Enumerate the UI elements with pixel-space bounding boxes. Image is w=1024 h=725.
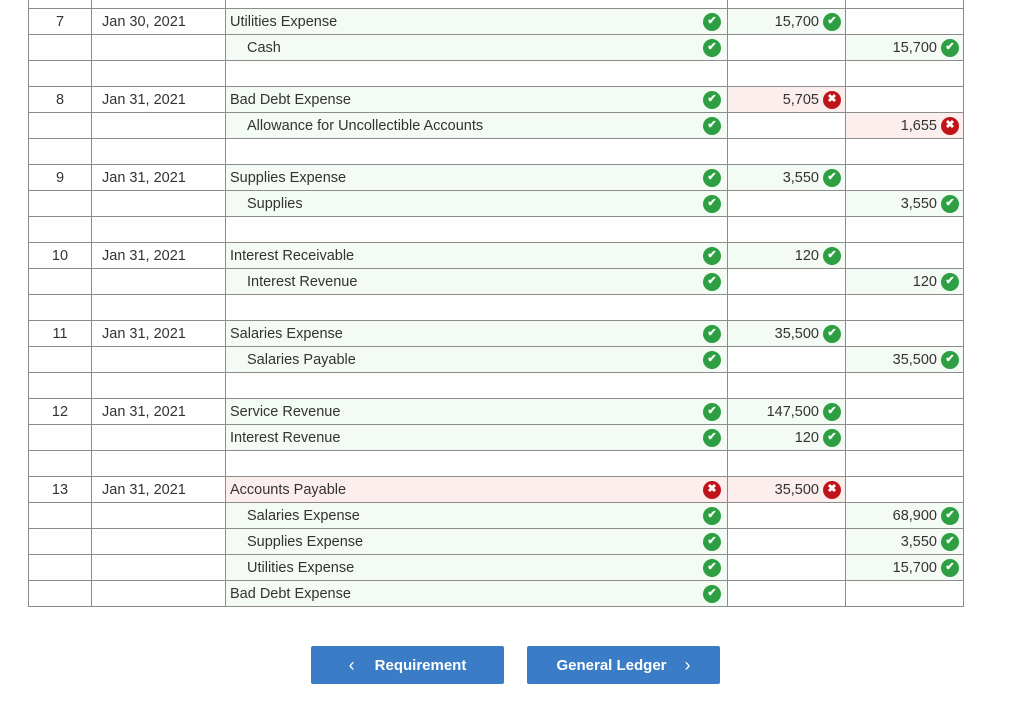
entry-number-cell — [29, 451, 92, 477]
entry-number: 9 — [55, 169, 65, 186]
check-circle-icon: ✔ — [703, 13, 721, 31]
check-circle-icon: ✔ — [703, 325, 721, 343]
entry-number-cell — [29, 269, 92, 295]
debit-cell[interactable] — [728, 581, 846, 607]
journal-line-row — [29, 87, 964, 113]
journal-line-row — [29, 503, 964, 529]
date-cell[interactable] — [92, 477, 226, 503]
date-cell[interactable] — [92, 503, 226, 529]
check-circle-icon: ✔ — [703, 273, 721, 291]
date-cell[interactable] — [92, 35, 226, 61]
debit-amount: 120 — [794, 429, 819, 446]
debit-cell[interactable] — [728, 217, 846, 243]
credit-amount: 35,500 — [892, 351, 937, 368]
blank-row — [29, 295, 964, 321]
check-circle-icon: ✔ — [703, 403, 721, 421]
debit-cell[interactable] — [728, 555, 846, 581]
blank-row — [29, 61, 964, 87]
debit-amount: 120 — [794, 247, 819, 264]
account-name: Bad Debt Expense — [230, 585, 351, 602]
debit-cell[interactable] — [728, 399, 846, 425]
account-name: Cash — [247, 39, 281, 56]
credit-cell[interactable] — [846, 243, 964, 269]
account-name: Service Revenue — [230, 403, 341, 420]
account-cell[interactable] — [226, 451, 728, 477]
entry-number-cell — [29, 61, 92, 87]
account-name: Utilities Expense — [247, 559, 355, 576]
credit-cell[interactable] — [846, 61, 964, 87]
account-cell[interactable] — [226, 581, 728, 607]
date-cell[interactable] — [92, 373, 226, 399]
check-circle-icon: ✔ — [703, 507, 721, 525]
date-cell[interactable] — [92, 269, 226, 295]
entry-number: 12 — [51, 403, 69, 420]
date-cell[interactable] — [92, 243, 226, 269]
entry-number: 8 — [55, 91, 65, 108]
entry-number-cell — [29, 555, 92, 581]
credit-cell[interactable] — [846, 321, 964, 347]
account-cell[interactable] — [226, 243, 728, 269]
debit-cell[interactable] — [728, 113, 846, 139]
journal-line-row — [29, 191, 964, 217]
account-cell[interactable] — [226, 555, 728, 581]
check-circle-icon: ✔ — [941, 39, 959, 57]
entry-number-cell — [29, 35, 92, 61]
check-circle-icon: ✔ — [703, 585, 721, 603]
entry-number-cell — [29, 425, 92, 451]
credit-cell[interactable] — [846, 555, 964, 581]
entry-number-cell — [29, 347, 92, 373]
chevron-left-icon: ‹ — [348, 654, 355, 675]
general-ledger-button-label: General Ledger — [556, 656, 667, 674]
entry-number: 13 — [51, 481, 69, 498]
journal-line-row — [29, 399, 964, 425]
general-ledger-button[interactable] — [527, 646, 720, 684]
date-cell[interactable] — [92, 425, 226, 451]
journal-line-row — [29, 269, 964, 295]
check-circle-icon: ✔ — [703, 39, 721, 57]
account-cell[interactable] — [226, 165, 728, 191]
credit-cell[interactable] — [846, 399, 964, 425]
check-circle-icon: ✔ — [823, 247, 841, 265]
blank-row — [29, 0, 964, 9]
entry-number-cell — [29, 139, 92, 165]
entry-number-cell — [29, 165, 92, 191]
entry-number-cell — [29, 477, 92, 503]
journal-line-row — [29, 477, 964, 503]
account-name: Supplies — [247, 195, 303, 212]
account-name: Allowance for Uncollectible Accounts — [247, 117, 484, 134]
debit-cell[interactable] — [728, 87, 846, 113]
account-cell[interactable] — [226, 35, 728, 61]
account-cell[interactable] — [226, 477, 728, 503]
entry-number: 7 — [55, 13, 65, 30]
account-cell[interactable] — [226, 87, 728, 113]
entry-number-cell — [29, 529, 92, 555]
entry-number-cell — [29, 191, 92, 217]
credit-cell[interactable] — [846, 425, 964, 451]
entry-number: 10 — [51, 247, 69, 264]
debit-cell[interactable] — [728, 9, 846, 35]
credit-cell[interactable] — [846, 87, 964, 113]
entry-number-cell — [29, 113, 92, 139]
account-name: Utilities Expense — [230, 13, 338, 30]
credit-cell[interactable] — [846, 9, 964, 35]
blank-row — [29, 373, 964, 399]
entry-number-cell — [29, 399, 92, 425]
credit-amount: 15,700 — [892, 559, 937, 576]
journal-line-row — [29, 529, 964, 555]
check-circle-icon: ✔ — [823, 169, 841, 187]
credit-cell[interactable] — [846, 165, 964, 191]
date-cell[interactable] — [92, 321, 226, 347]
debit-amount: 35,500 — [774, 325, 819, 342]
credit-amount: 3,550 — [900, 195, 937, 212]
debit-cell[interactable] — [728, 529, 846, 555]
account-name: Salaries Expense — [230, 325, 343, 342]
account-name: Salaries Expense — [247, 507, 360, 524]
date-cell[interactable] — [92, 113, 226, 139]
date-cell[interactable] — [92, 139, 226, 165]
account-cell[interactable] — [226, 9, 728, 35]
credit-cell[interactable] — [846, 477, 964, 503]
credit-cell[interactable] — [846, 217, 964, 243]
check-circle-icon: ✔ — [823, 403, 841, 421]
requirement-button-label: Requirement — [374, 656, 467, 674]
debit-cell[interactable] — [728, 191, 846, 217]
debit-cell[interactable] — [728, 269, 846, 295]
check-circle-icon: ✔ — [703, 533, 721, 551]
debit-amount: 15,700 — [774, 13, 819, 30]
check-circle-icon: ✔ — [941, 533, 959, 551]
date-cell[interactable] — [92, 61, 226, 87]
account-cell[interactable] — [226, 61, 728, 87]
credit-cell[interactable] — [846, 581, 964, 607]
date-cell[interactable] — [92, 529, 226, 555]
credit-cell[interactable] — [846, 451, 964, 477]
account-cell[interactable] — [226, 191, 728, 217]
credit-cell[interactable] — [846, 269, 964, 295]
entry-number-cell — [29, 581, 92, 607]
account-name: Bad Debt Expense — [230, 91, 351, 108]
check-circle-icon: ✔ — [941, 273, 959, 291]
credit-cell[interactable] — [846, 503, 964, 529]
entry-date: Jan 31, 2021 — [102, 325, 186, 342]
account-name: Interest Revenue — [230, 429, 341, 446]
entry-date: Jan 30, 2021 — [102, 13, 186, 30]
account-cell[interactable] — [226, 399, 728, 425]
blank-row — [29, 451, 964, 477]
journal-line-row — [29, 347, 964, 373]
credit-cell[interactable] — [846, 295, 964, 321]
x-circle-icon: ✖ — [941, 117, 959, 135]
x-circle-icon: ✖ — [823, 481, 841, 499]
entry-number-cell — [29, 295, 92, 321]
debit-cell[interactable] — [728, 243, 846, 269]
credit-amount: 1,655 — [900, 117, 937, 134]
credit-cell[interactable] — [846, 373, 964, 399]
entry-number: 11 — [52, 325, 68, 342]
debit-cell[interactable] — [728, 503, 846, 529]
journal-line-row — [29, 113, 964, 139]
debit-cell[interactable] — [728, 425, 846, 451]
chevron-right-icon: › — [684, 654, 691, 675]
journal-line-row — [29, 425, 964, 451]
account-cell[interactable] — [226, 425, 728, 451]
check-circle-icon: ✔ — [703, 117, 721, 135]
debit-amount: 147,500 — [766, 403, 819, 420]
blank-row — [29, 139, 964, 165]
debit-cell[interactable] — [728, 321, 846, 347]
journal-line-row — [29, 555, 964, 581]
account-cell[interactable] — [226, 139, 728, 165]
account-cell[interactable] — [226, 269, 728, 295]
account-name: Supplies Expense — [230, 169, 347, 186]
entry-date: Jan 31, 2021 — [102, 481, 186, 498]
credit-amount: 68,900 — [892, 507, 937, 524]
debit-cell[interactable] — [728, 451, 846, 477]
entry-number-cell — [29, 321, 92, 347]
credit-cell[interactable] — [846, 113, 964, 139]
account-cell[interactable] — [226, 347, 728, 373]
credit-amount: 3,550 — [900, 533, 937, 550]
date-cell[interactable] — [92, 451, 226, 477]
date-cell[interactable] — [92, 165, 226, 191]
debit-cell[interactable] — [728, 347, 846, 373]
credit-amount: 120 — [912, 273, 937, 290]
check-circle-icon: ✔ — [703, 247, 721, 265]
credit-cell[interactable] — [846, 0, 964, 9]
account-name: Accounts Payable — [230, 481, 347, 498]
account-cell[interactable] — [226, 113, 728, 139]
debit-amount: 35,500 — [774, 481, 819, 498]
credit-cell[interactable] — [846, 191, 964, 217]
journal-line-row — [29, 581, 964, 607]
journal-entries-table — [28, 0, 964, 607]
check-circle-icon: ✔ — [703, 559, 721, 577]
date-cell[interactable] — [92, 347, 226, 373]
account-name: Salaries Payable — [247, 351, 356, 368]
journal-line-row — [29, 165, 964, 191]
debit-cell[interactable] — [728, 0, 846, 9]
debit-cell[interactable] — [728, 477, 846, 503]
date-cell[interactable] — [92, 217, 226, 243]
requirement-button[interactable] — [311, 646, 504, 684]
debit-amount: 5,705 — [782, 91, 819, 108]
check-circle-icon: ✔ — [703, 195, 721, 213]
entry-number-cell — [29, 87, 92, 113]
account-name: Interest Receivable — [230, 247, 355, 264]
account-cell[interactable] — [226, 0, 728, 9]
date-cell[interactable] — [92, 0, 226, 9]
credit-cell[interactable] — [846, 529, 964, 555]
account-cell[interactable] — [226, 217, 728, 243]
entry-number-cell — [29, 0, 92, 9]
account-name: Supplies Expense — [247, 533, 364, 550]
debit-cell[interactable] — [728, 165, 846, 191]
debit-cell[interactable] — [728, 139, 846, 165]
entry-number-cell — [29, 9, 92, 35]
date-cell[interactable] — [92, 191, 226, 217]
date-cell[interactable] — [92, 9, 226, 35]
x-circle-icon: ✖ — [703, 481, 721, 499]
check-circle-icon: ✔ — [703, 351, 721, 369]
check-circle-icon: ✔ — [941, 559, 959, 577]
date-cell[interactable] — [92, 399, 226, 425]
journal-line-row — [29, 321, 964, 347]
entry-number-cell — [29, 243, 92, 269]
account-cell[interactable] — [226, 373, 728, 399]
account-cell[interactable] — [226, 321, 728, 347]
date-cell[interactable] — [92, 581, 226, 607]
journal-line-row — [29, 35, 964, 61]
entry-date: Jan 31, 2021 — [102, 403, 186, 420]
credit-amount: 15,700 — [892, 39, 937, 56]
entry-date: Jan 31, 2021 — [102, 247, 186, 264]
date-cell[interactable] — [92, 555, 226, 581]
check-circle-icon: ✔ — [941, 195, 959, 213]
check-circle-icon: ✔ — [703, 91, 721, 109]
check-circle-icon: ✔ — [823, 429, 841, 447]
entry-number-cell — [29, 503, 92, 529]
entry-number-cell — [29, 373, 92, 399]
credit-cell[interactable] — [846, 35, 964, 61]
debit-cell[interactable] — [728, 61, 846, 87]
check-circle-icon: ✔ — [703, 169, 721, 187]
x-circle-icon: ✖ — [823, 91, 841, 109]
check-circle-icon: ✔ — [823, 325, 841, 343]
entry-date: Jan 31, 2021 — [102, 169, 186, 186]
blank-row — [29, 217, 964, 243]
account-cell[interactable] — [226, 529, 728, 555]
entry-date: Jan 31, 2021 — [102, 91, 186, 108]
date-cell[interactable] — [92, 87, 226, 113]
debit-cell[interactable] — [728, 295, 846, 321]
check-circle-icon: ✔ — [941, 351, 959, 369]
debit-cell[interactable] — [728, 373, 846, 399]
entry-number-cell — [29, 217, 92, 243]
journal-line-row — [29, 9, 964, 35]
date-cell[interactable] — [92, 295, 226, 321]
journal-body — [29, 0, 964, 607]
debit-cell[interactable] — [728, 35, 846, 61]
check-circle-icon: ✔ — [941, 507, 959, 525]
debit-amount: 3,550 — [782, 169, 819, 186]
account-cell[interactable] — [226, 295, 728, 321]
credit-cell[interactable] — [846, 347, 964, 373]
check-circle-icon: ✔ — [703, 429, 721, 447]
credit-cell[interactable] — [846, 139, 964, 165]
journal-line-row — [29, 243, 964, 269]
account-name: Interest Revenue — [247, 273, 358, 290]
account-cell[interactable] — [226, 503, 728, 529]
check-circle-icon: ✔ — [823, 13, 841, 31]
